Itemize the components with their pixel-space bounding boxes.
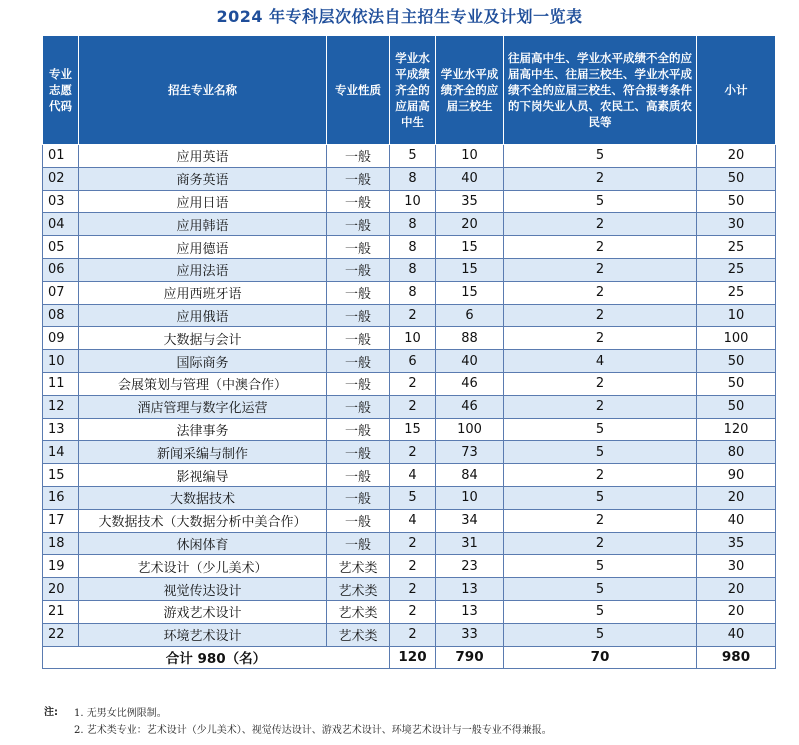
cell-b: 13: [436, 600, 504, 623]
cell-b: 40: [436, 350, 504, 373]
header-row: [43, 36, 776, 145]
cell-code: 17: [43, 509, 79, 532]
cell-b: 20: [436, 213, 504, 236]
cell-c: 2: [504, 464, 697, 487]
enrollment-plan-table: [42, 35, 776, 669]
cell-total: 10: [697, 304, 776, 327]
table-row: [43, 600, 776, 623]
cell-total: 35: [697, 532, 776, 555]
cell-total: 50: [697, 350, 776, 373]
cell-name: 影视编导: [79, 464, 327, 487]
cell-c: 5: [504, 441, 697, 464]
cell-c: 2: [504, 327, 697, 350]
cell-name: 艺术设计（少儿美术）: [79, 555, 327, 578]
cell-b: 33: [436, 623, 504, 646]
table-row: [43, 623, 776, 646]
cell-b: 15: [436, 236, 504, 259]
cell-type: 一般: [327, 372, 390, 395]
table-row: [43, 258, 776, 281]
cell-c: 5: [504, 418, 697, 441]
page-title: 2024 年专科层次依法自主招生专业及计划一览表: [216, 7, 583, 26]
cell-name: 应用西班牙语: [79, 281, 327, 304]
cell-type: 一般: [327, 167, 390, 190]
cell-name: 商务英语: [79, 167, 327, 190]
cell-name: 应用日语: [79, 190, 327, 213]
cell-c: 5: [504, 555, 697, 578]
total-b: 790: [436, 646, 504, 669]
cell-total: 25: [697, 236, 776, 259]
cell-total: 40: [697, 509, 776, 532]
cell-b: 46: [436, 395, 504, 418]
cell-name: 国际商务: [79, 350, 327, 373]
table-row: [43, 486, 776, 509]
cell-name: 新闻采编与制作: [79, 441, 327, 464]
cell-type: 一般: [327, 281, 390, 304]
table-row: [43, 395, 776, 418]
table-row: [43, 167, 776, 190]
table-row: [43, 532, 776, 555]
cell-c: 5: [504, 190, 697, 213]
cell-code: 14: [43, 441, 79, 464]
cell-code: 20: [43, 578, 79, 601]
cell-name: 应用法语: [79, 258, 327, 281]
table-row: [43, 145, 776, 168]
cell-code: 03: [43, 190, 79, 213]
cell-b: 84: [436, 464, 504, 487]
cell-type: 一般: [327, 327, 390, 350]
table-row: [43, 372, 776, 395]
cell-name: 休闲体育: [79, 532, 327, 555]
cell-a: 10: [390, 190, 436, 213]
cell-type: 艺术类: [327, 600, 390, 623]
note-item: 1. 无男女比例限制。: [74, 708, 167, 719]
cell-type: 艺术类: [327, 555, 390, 578]
cell-type: 艺术类: [327, 623, 390, 646]
cell-a: 8: [390, 213, 436, 236]
cell-code: 02: [43, 167, 79, 190]
cell-a: 5: [390, 145, 436, 168]
table-row: [43, 509, 776, 532]
total-label: 合计 980（名）: [43, 646, 390, 669]
cell-b: 35: [436, 190, 504, 213]
table-row: [43, 190, 776, 213]
cell-b: 46: [436, 372, 504, 395]
header-c: 往届高中生、学业水平成绩不全的应届高中生、往届三校生、学业水平成绩不全的应届三校生、符合报考条件的下岗失业人员、农民工、高素质农民等: [504, 36, 697, 145]
cell-c: 5: [504, 600, 697, 623]
cell-total: 20: [697, 486, 776, 509]
cell-type: 艺术类: [327, 578, 390, 601]
cell-total: 20: [697, 578, 776, 601]
cell-name: 法律事务: [79, 418, 327, 441]
cell-type: 一般: [327, 304, 390, 327]
table-row: [43, 555, 776, 578]
cell-type: 一般: [327, 486, 390, 509]
cell-a: 2: [390, 600, 436, 623]
cell-a: 8: [390, 236, 436, 259]
table-row: [43, 236, 776, 259]
cell-code: 12: [43, 395, 79, 418]
cell-a: 2: [390, 395, 436, 418]
cell-name: 应用德语: [79, 236, 327, 259]
cell-b: 15: [436, 258, 504, 281]
table-row: [43, 441, 776, 464]
cell-c: 2: [504, 167, 697, 190]
cell-name: 会展策划与管理（中澳合作）: [79, 372, 327, 395]
cell-c: 2: [504, 258, 697, 281]
cell-code: 05: [43, 236, 79, 259]
cell-a: 5: [390, 486, 436, 509]
cell-c: 2: [504, 395, 697, 418]
cell-type: 一般: [327, 190, 390, 213]
cell-c: 2: [504, 372, 697, 395]
cell-code: 06: [43, 258, 79, 281]
cell-name: 应用英语: [79, 145, 327, 168]
cell-c: 2: [504, 532, 697, 555]
cell-code: 10: [43, 350, 79, 373]
cell-b: 100: [436, 418, 504, 441]
cell-code: 01: [43, 145, 79, 168]
cell-total: 20: [697, 600, 776, 623]
cell-b: 40: [436, 167, 504, 190]
cell-type: 一般: [327, 145, 390, 168]
cell-b: 10: [436, 145, 504, 168]
cell-type: 一般: [327, 236, 390, 259]
cell-c: 4: [504, 350, 697, 373]
cell-a: 2: [390, 578, 436, 601]
cell-code: 08: [43, 304, 79, 327]
cell-total: 80: [697, 441, 776, 464]
cell-b: 34: [436, 509, 504, 532]
cell-b: 23: [436, 555, 504, 578]
cell-name: 大数据与会计: [79, 327, 327, 350]
cell-a: 4: [390, 464, 436, 487]
cell-a: 2: [390, 532, 436, 555]
cell-total: 100: [697, 327, 776, 350]
cell-a: 8: [390, 281, 436, 304]
cell-c: 2: [504, 304, 697, 327]
table-row: [43, 464, 776, 487]
cell-name: 大数据技术（大数据分析中美合作）: [79, 509, 327, 532]
cell-c: 2: [504, 281, 697, 304]
cell-c: 2: [504, 236, 697, 259]
header-a: 学业水平成绩齐全的应届高中生: [390, 36, 436, 145]
cell-a: 8: [390, 258, 436, 281]
cell-total: 20: [697, 145, 776, 168]
table-row: [43, 327, 776, 350]
cell-b: 88: [436, 327, 504, 350]
cell-code: 11: [43, 372, 79, 395]
cell-total: 90: [697, 464, 776, 487]
cell-code: 22: [43, 623, 79, 646]
cell-b: 31: [436, 532, 504, 555]
cell-total: 50: [697, 167, 776, 190]
cell-c: 5: [504, 486, 697, 509]
cell-a: 8: [390, 167, 436, 190]
cell-code: 18: [43, 532, 79, 555]
header-type: 专业性质: [327, 36, 390, 145]
cell-code: 13: [43, 418, 79, 441]
cell-a: 10: [390, 327, 436, 350]
cell-a: 2: [390, 555, 436, 578]
cell-name: 大数据技术: [79, 486, 327, 509]
cell-type: 一般: [327, 532, 390, 555]
cell-c: 5: [504, 578, 697, 601]
cell-total: 30: [697, 555, 776, 578]
cell-total: 30: [697, 213, 776, 236]
cell-code: 21: [43, 600, 79, 623]
header-code: 专业志愿代码: [43, 36, 79, 145]
notes-label: 注:: [44, 707, 58, 718]
total-row: [43, 646, 776, 669]
cell-b: 10: [436, 486, 504, 509]
cell-b: 15: [436, 281, 504, 304]
cell-type: 一般: [327, 350, 390, 373]
cell-name: 游戏艺术设计: [79, 600, 327, 623]
cell-name: 应用俄语: [79, 304, 327, 327]
cell-name: 酒店管理与数字化运营: [79, 395, 327, 418]
cell-total: 50: [697, 190, 776, 213]
cell-code: 04: [43, 213, 79, 236]
cell-a: 2: [390, 304, 436, 327]
cell-code: 15: [43, 464, 79, 487]
cell-name: 环境艺术设计: [79, 623, 327, 646]
cell-type: 一般: [327, 213, 390, 236]
cell-total: 120: [697, 418, 776, 441]
cell-code: 07: [43, 281, 79, 304]
header-b: 学业水平成绩齐全的应届三校生: [436, 36, 504, 145]
cell-type: 一般: [327, 258, 390, 281]
table-row: [43, 281, 776, 304]
cell-b: 13: [436, 578, 504, 601]
cell-total: 25: [697, 258, 776, 281]
total-sum: 980: [697, 646, 776, 669]
total-c: 70: [504, 646, 697, 669]
cell-c: 5: [504, 623, 697, 646]
total-a: 120: [390, 646, 436, 669]
cell-total: 40: [697, 623, 776, 646]
cell-name: 应用韩语: [79, 213, 327, 236]
table-row: [43, 418, 776, 441]
cell-type: 一般: [327, 441, 390, 464]
table-row: [43, 304, 776, 327]
cell-b: 6: [436, 304, 504, 327]
header-total: 小计: [697, 36, 776, 145]
cell-total: 50: [697, 372, 776, 395]
cell-name: 视觉传达设计: [79, 578, 327, 601]
cell-a: 2: [390, 441, 436, 464]
header-name: 招生专业名称: [79, 36, 327, 145]
table-row: [43, 350, 776, 373]
cell-code: 16: [43, 486, 79, 509]
cell-c: 5: [504, 145, 697, 168]
cell-code: 19: [43, 555, 79, 578]
table-row: [43, 578, 776, 601]
cell-a: 15: [390, 418, 436, 441]
cell-total: 25: [697, 281, 776, 304]
cell-a: 2: [390, 372, 436, 395]
cell-c: 2: [504, 509, 697, 532]
cell-type: 一般: [327, 395, 390, 418]
cell-total: 50: [697, 395, 776, 418]
cell-type: 一般: [327, 464, 390, 487]
note-item: 2. 艺术类专业：艺术设计（少儿美术）、视觉传达设计、游戏艺术设计、环境艺术设计与一般专业不得兼报。: [74, 725, 552, 736]
cell-a: 2: [390, 623, 436, 646]
cell-type: 一般: [327, 509, 390, 532]
cell-c: 2: [504, 213, 697, 236]
table-row: [43, 213, 776, 236]
cell-a: 4: [390, 509, 436, 532]
cell-code: 09: [43, 327, 79, 350]
cell-a: 6: [390, 350, 436, 373]
cell-b: 73: [436, 441, 504, 464]
cell-type: 一般: [327, 418, 390, 441]
